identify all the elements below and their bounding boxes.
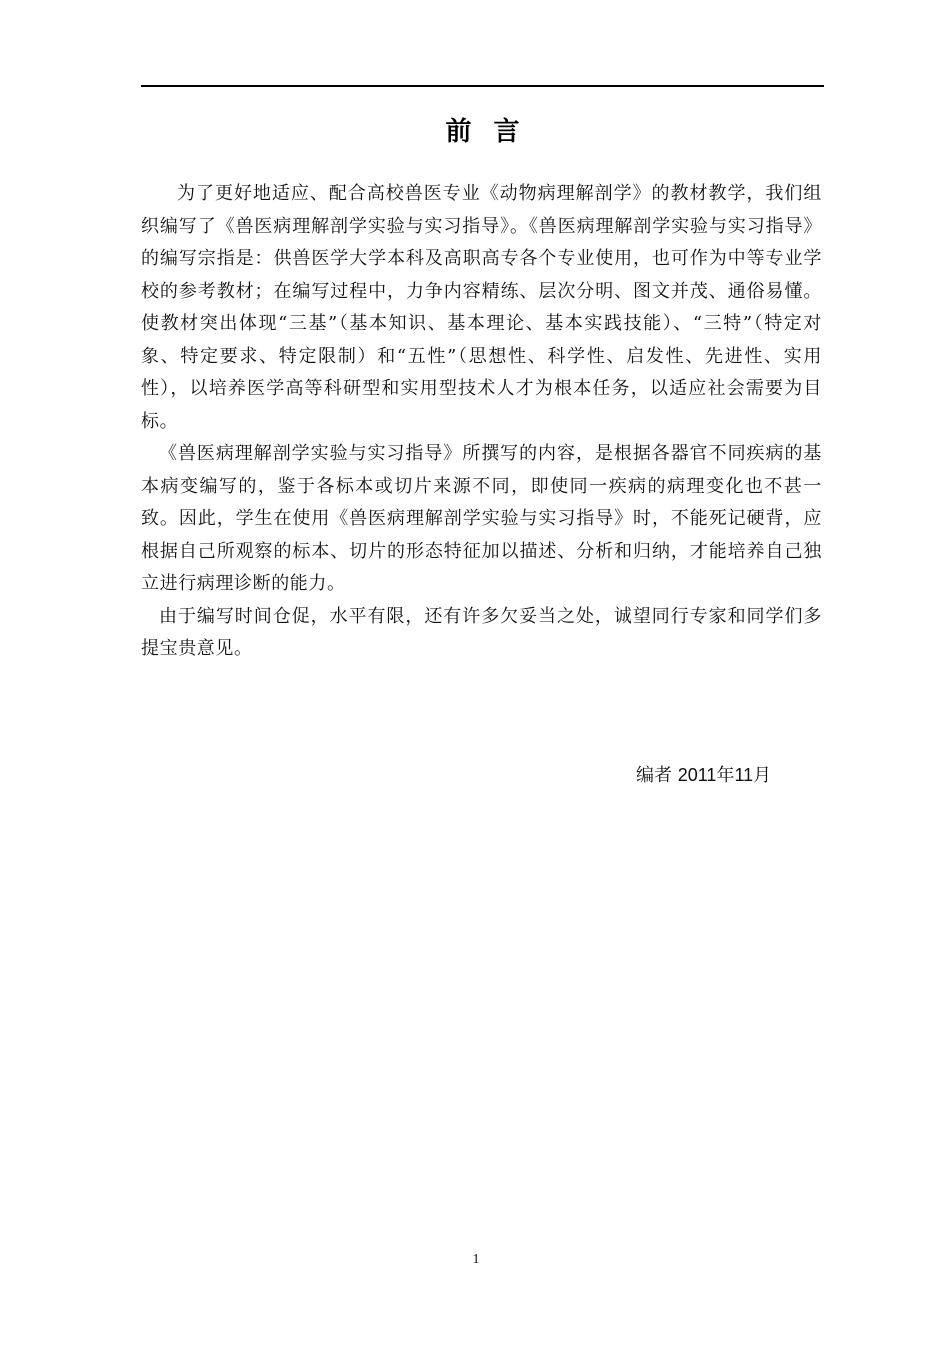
page-title: 前言 — [445, 117, 542, 147]
header-rule — [141, 85, 824, 87]
signature-year-unit: 年 — [716, 765, 735, 786]
signature-year: 2011 — [677, 765, 717, 785]
preface-body — [141, 178, 822, 666]
signature-author: 编者 — [636, 765, 672, 786]
paragraph-1: 为了更好地适应、配合高校兽医专业《动物病理解剖学》的教材教学，我们组织编写了《兽医病理解剖学实验与实习指导》。《兽医病理解剖学实验与实习指导》的编写宗指是：供兽医学大学本科及高职高专各个专业使用，也可作为中等专业学校的参考教材；在编写过程中，力争内容精练、层次分明、图文并茂、通俗易懂。使教材突出体现“三基”（基本知识、基本理论、基本实践技能）、“三特”（特定对象、特定要求、特定限制）和“五性”（思想性、科学性、启发性、先进性、实用性），以培养医学高等科研型和实用型技术人才为根本任务，以适应社会需要为目标。 — [141, 183, 822, 432]
signature-month-unit: 月 — [753, 765, 772, 786]
signature-month: 11 — [734, 765, 754, 785]
paragraph-3: 由于编写时间仓促，水平有限，还有许多欠妥当之处，诚望同行专家和同学们多提宝贵意见。 — [141, 605, 822, 659]
signature — [636, 761, 771, 790]
paragraph-2: 《兽医病理解剖学实验与实习指导》所撰写的内容，是根据各器官不同疾病的基本病变编写的，鉴于各标本或切片来源不同，即使同一疾病的病理变化也不甚一致。因此，学生在使用《兽医病理解剖学实验与实习指导》时，不能死记硬背，应根据自己所观察的标本、切片的形态特征加以描述、分析和归纳，才能培养自己独立进行病理诊断的能力。 — [141, 443, 822, 594]
page-number: 1 — [472, 1252, 480, 1267]
